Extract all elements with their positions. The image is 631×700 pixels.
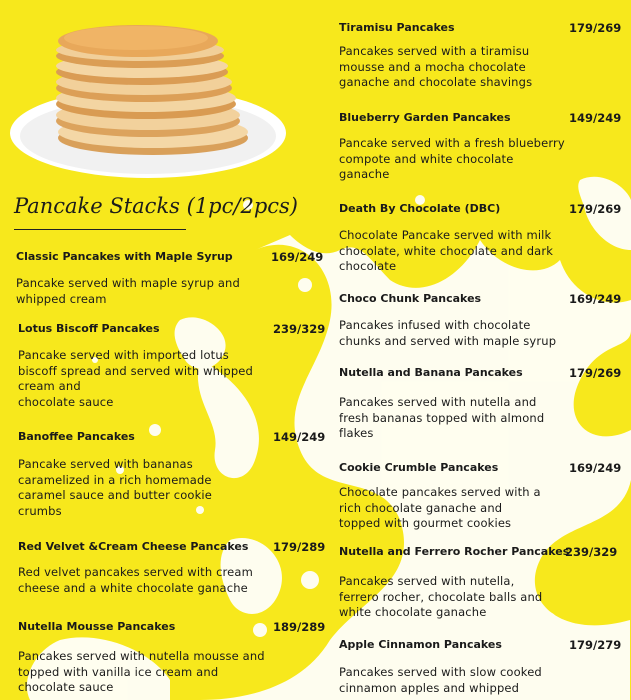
desc-line: Pancakes served with a tiramisu [339, 44, 530, 58]
item-price: 239/329 [273, 322, 326, 336]
item-description [339, 395, 589, 442]
item-description [18, 348, 288, 410]
item-name: Cookie Crumble Pancakes [339, 461, 499, 474]
item-name: Classic Pancakes with Maple Syrup [16, 250, 233, 263]
desc-line: Pancake served with bananas [18, 457, 193, 471]
desc-line: Chocolate pancakes served with a [339, 485, 541, 499]
section-title-underline [14, 229, 186, 230]
desc-line: caramelized in a rich homemade [18, 472, 212, 487]
desc-line: Pancakes served with nutella mousse and [18, 649, 265, 663]
desc-line: caramel sauce and butter cookie [18, 488, 212, 503]
desc-line: ganache and chocolate shavings [339, 75, 533, 90]
desc-line: chocolate sauce [18, 394, 114, 409]
item-description [339, 318, 589, 349]
item-name: Nutella and Banana Pancakes [339, 366, 523, 379]
item-name: Tiramisu Pancakes [339, 21, 455, 34]
item-name: Red Velvet &Cream Cheese Pancakes [18, 540, 249, 553]
desc-line: Chocolate Pancake served with milk [339, 228, 552, 242]
desc-line: fresh bananas topped with almond [339, 410, 545, 425]
item-price: 189/289 [273, 620, 326, 634]
desc-line: cream and [18, 379, 81, 394]
item-description [339, 228, 589, 275]
desc-line: flakes [339, 426, 374, 441]
desc-line: biscoff spread and served with whipped [18, 363, 253, 378]
desc-line: whipped cream [16, 291, 107, 306]
item-name: Lotus Biscoff Pancakes [18, 322, 160, 335]
item-name: Nutella Mousse Pancakes [18, 620, 176, 633]
item-name: Death By Chocolate (DBC) [339, 202, 501, 215]
desc-line: Pancakes served with nutella and [339, 395, 537, 409]
item-price: 169/249 [569, 461, 622, 475]
desc-line: crumbs [18, 503, 62, 518]
item-description [339, 136, 589, 183]
desc-line: Red velvet pancakes served with cream [18, 565, 253, 579]
item-price: 179/269 [569, 366, 622, 380]
desc-line: chocolate, white chocolate and dark [339, 243, 554, 258]
item-name: Nutella and Ferrero Rocher Pancakes [339, 545, 570, 558]
item-description [339, 665, 589, 696]
desc-line: Pancake served with maple syrup and [16, 276, 240, 290]
section-title: Pancake Stacks (1pc/2pcs) [14, 194, 298, 218]
desc-line: white chocolate ganache [339, 605, 487, 620]
item-price: 149/249 [569, 111, 622, 125]
item-price: 169/249 [569, 292, 622, 306]
item-name: Banoffee Pancakes [18, 430, 135, 443]
desc-line: compote and white chocolate [339, 151, 514, 166]
desc-line: chunks and served with maple syrup [339, 333, 557, 348]
item-price: 149/249 [273, 430, 326, 444]
item-price: 179/269 [569, 21, 622, 35]
desc-line: Pancakes served with slow cooked [339, 665, 542, 679]
desc-line: chocolate sauce [18, 680, 114, 695]
desc-line: chocolate [339, 259, 397, 274]
desc-line: cinnamon apples and whipped [339, 680, 520, 695]
desc-line: Pancakes served with nutella, [339, 574, 515, 588]
desc-line: Pancake served with a fresh blueberry [339, 136, 565, 150]
desc-line: Pancakes infused with chocolate [339, 318, 531, 332]
item-name: Apple Cinnamon Pancakes [339, 638, 502, 651]
item-name: Blueberry Garden Pancakes [339, 111, 511, 124]
item-description [339, 485, 589, 532]
desc-line: cheese and a white chocolate ganache [18, 580, 248, 595]
item-description [16, 276, 286, 307]
desc-line: ganache [339, 167, 390, 182]
desc-line: topped with vanilla ice cream and [18, 664, 219, 679]
desc-line: mousse and a mocha chocolate [339, 59, 526, 74]
item-price: 179/269 [569, 202, 622, 216]
item-description [18, 649, 288, 696]
item-description [18, 457, 288, 519]
desc-line: Pancake served with imported lotus [18, 348, 229, 362]
item-description [339, 44, 589, 91]
item-price: 169/249 [271, 250, 324, 264]
item-price: 179/289 [273, 540, 326, 554]
item-price: 239/329 [565, 545, 618, 559]
desc-line: rich chocolate ganache and [339, 500, 503, 515]
pancake-stack-image [8, 8, 288, 183]
item-description [18, 565, 288, 596]
item-description [339, 574, 589, 621]
desc-line: topped with gourmet cookies [339, 516, 512, 531]
desc-line: ferrero rocher, chocolate balls and [339, 589, 543, 604]
item-price: 179/279 [569, 638, 622, 652]
item-name: Choco Chunk Pancakes [339, 292, 482, 305]
